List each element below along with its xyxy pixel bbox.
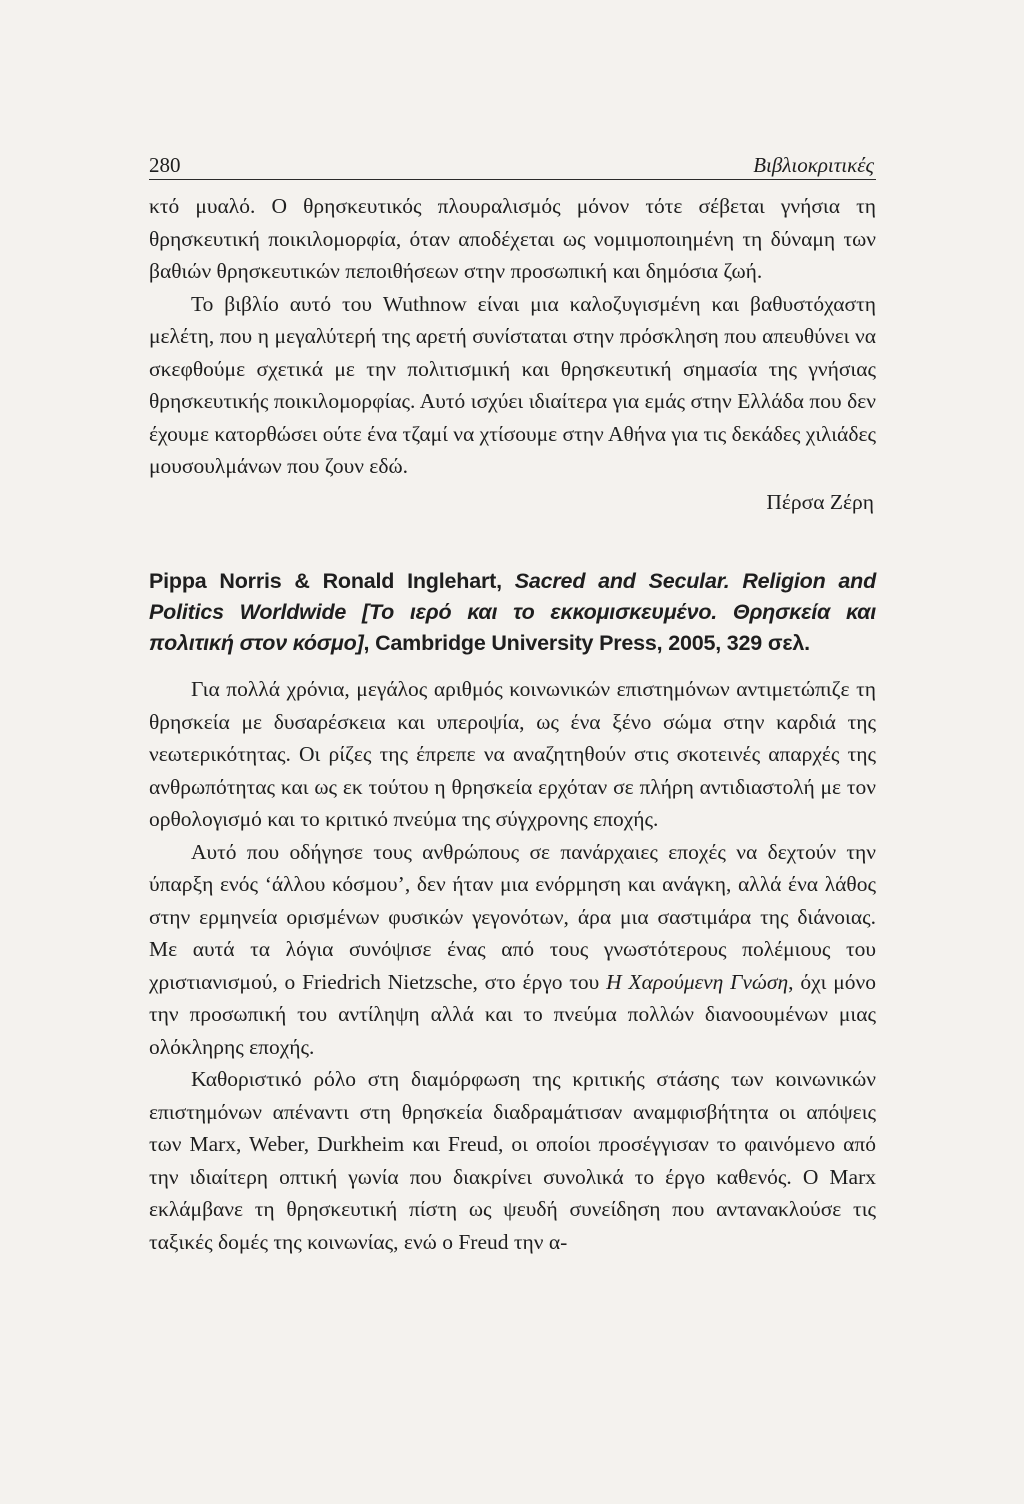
- review2-paragraph-1: Για πολλά χρόνια, μεγάλος αριθμός κοινωνικών επιστημόνων αντιμετώπιζε τη θρησκεία με δυσαρέσκεια και υπεροψία, ως ένα ξένο σώμα στην καρδιά της νεωτερικότητας. Οι ρίζες της έπρεπε να αναζητηθούν στις σκοτεινές απαρχές της ανθρωπότητας και ως εκ τούτου η θρησκεία ερχόταν σε πλήρη αντιδιαστολή με τον ορθολογισμό και το κριτικό πνεύμα της σύγχρονης εποχής.: [149, 677, 876, 831]
- section-title: Βιβλιοκριτικές: [753, 153, 874, 177]
- review2-authors: Pippa Norris & Ronald Inglehart,: [149, 569, 502, 593]
- review2-title-gr: [Το ιερό και το εκκομισκευμένο. Θρησκεία και πολιτική στον κόσμο]: [149, 600, 876, 655]
- review2-paragraph-2-end: , όχι μόνο την προσωπική του αντίληψη αλλά και το πνεύμα πολλών διανοουμένων μιας ολόκληρης εποχής.: [149, 969, 876, 1059]
- review2-publisher: , Cambridge University Press, 2005, 329 σελ.: [363, 631, 810, 655]
- page-body: [149, 190, 876, 1258]
- review1-paragraph-2: Το βιβλίο αυτό του Wuthnow είναι μια καλοζυγισμένη και βαθυστόχαστη μελέτη, που η μεγαλύτερή της αρετή συνίσταται στην πρόσκληση που απευθύνει να σκεφθούμε σχετικά με την πολιτισμική και θρησκευτική σημασία της γνήσιας θρησκευτικής ποικιλομορφίας. Αυτό ισχύει ιδιαίτερα για εμάς στην Ελλάδα που δεν έχουμε κατορθώσει ούτε ένα τζαμί να χτίσουμε στην Αθήνα για τις δεκάδες χιλιάδες μουσουλμάνων που ζουν εδώ.: [149, 291, 876, 478]
- review2-paragraph-2: [149, 836, 876, 1064]
- review2-heading: [149, 566, 876, 659]
- running-header: [149, 153, 876, 180]
- review2-work-title: Η Χαρούμενη Γνώση: [606, 969, 789, 994]
- reviewer-signature: Πέρσα Ζέρη: [766, 489, 874, 514]
- review2-paragraph-3: Καθοριστικό ρόλο στη διαμόρφωση της κριτικής στάσης των κοινωνικών επιστημόνων απέναντι στη θρησκεία διαδραμάτισαν αναμφισβήτητα οι απόψεις των Marx, Weber, Durkheim και Freud, οι οποίοι προσέγγισαν το φαινόμενο από την ιδιαίτερη οπτική γωνία που διακρίνει συνολικά το έργο καθενός. Ο Marx εκλάμβανε τη θρησκευτική πίστη ως ψευδή συνείδηση που αντανακλούσε τις ταξικές δομές της κοινωνίας, ενώ ο Freud την α-: [149, 1067, 876, 1254]
- page-number: 280: [149, 153, 181, 177]
- review1-paragraph-1: κτό μυαλό. Ο θρησκευτικός πλουραλισμός μόνον τότε σέβεται γνήσια τη θρησκευτική ποικιλομορφία, όταν αποδέχεται ως νομιμοποιημένη τη δύναμη των βαθιών θρησκευτικών πεποιθήσεων στην προσωπική και δημόσια ζωή.: [149, 194, 876, 283]
- review2-title-en: Sacred and Secular. Religion and Politics Worldwide: [149, 569, 877, 624]
- review2-paragraph-2-start: Αυτό που οδήγησε τους ανθρώπους σε πανάρχαιες εποχές να δεχτούν την ύπαρξη ενός ‘άλλου κόσμου’, δεν ήταν μια ενόρμηση και ανάγκη, αλλά ένα λάθος στην ερμηνεία ορισμένων φυσικών γεγονότων, άρα μια σαστιμάρα της διάνοιας. Με αυτά τα λόγια συνόψισε ένας από τους γνωστότερους πολέμιους του χριστιανισμού, ο Friedrich Nietzsche, στο έργο του: [149, 839, 876, 994]
